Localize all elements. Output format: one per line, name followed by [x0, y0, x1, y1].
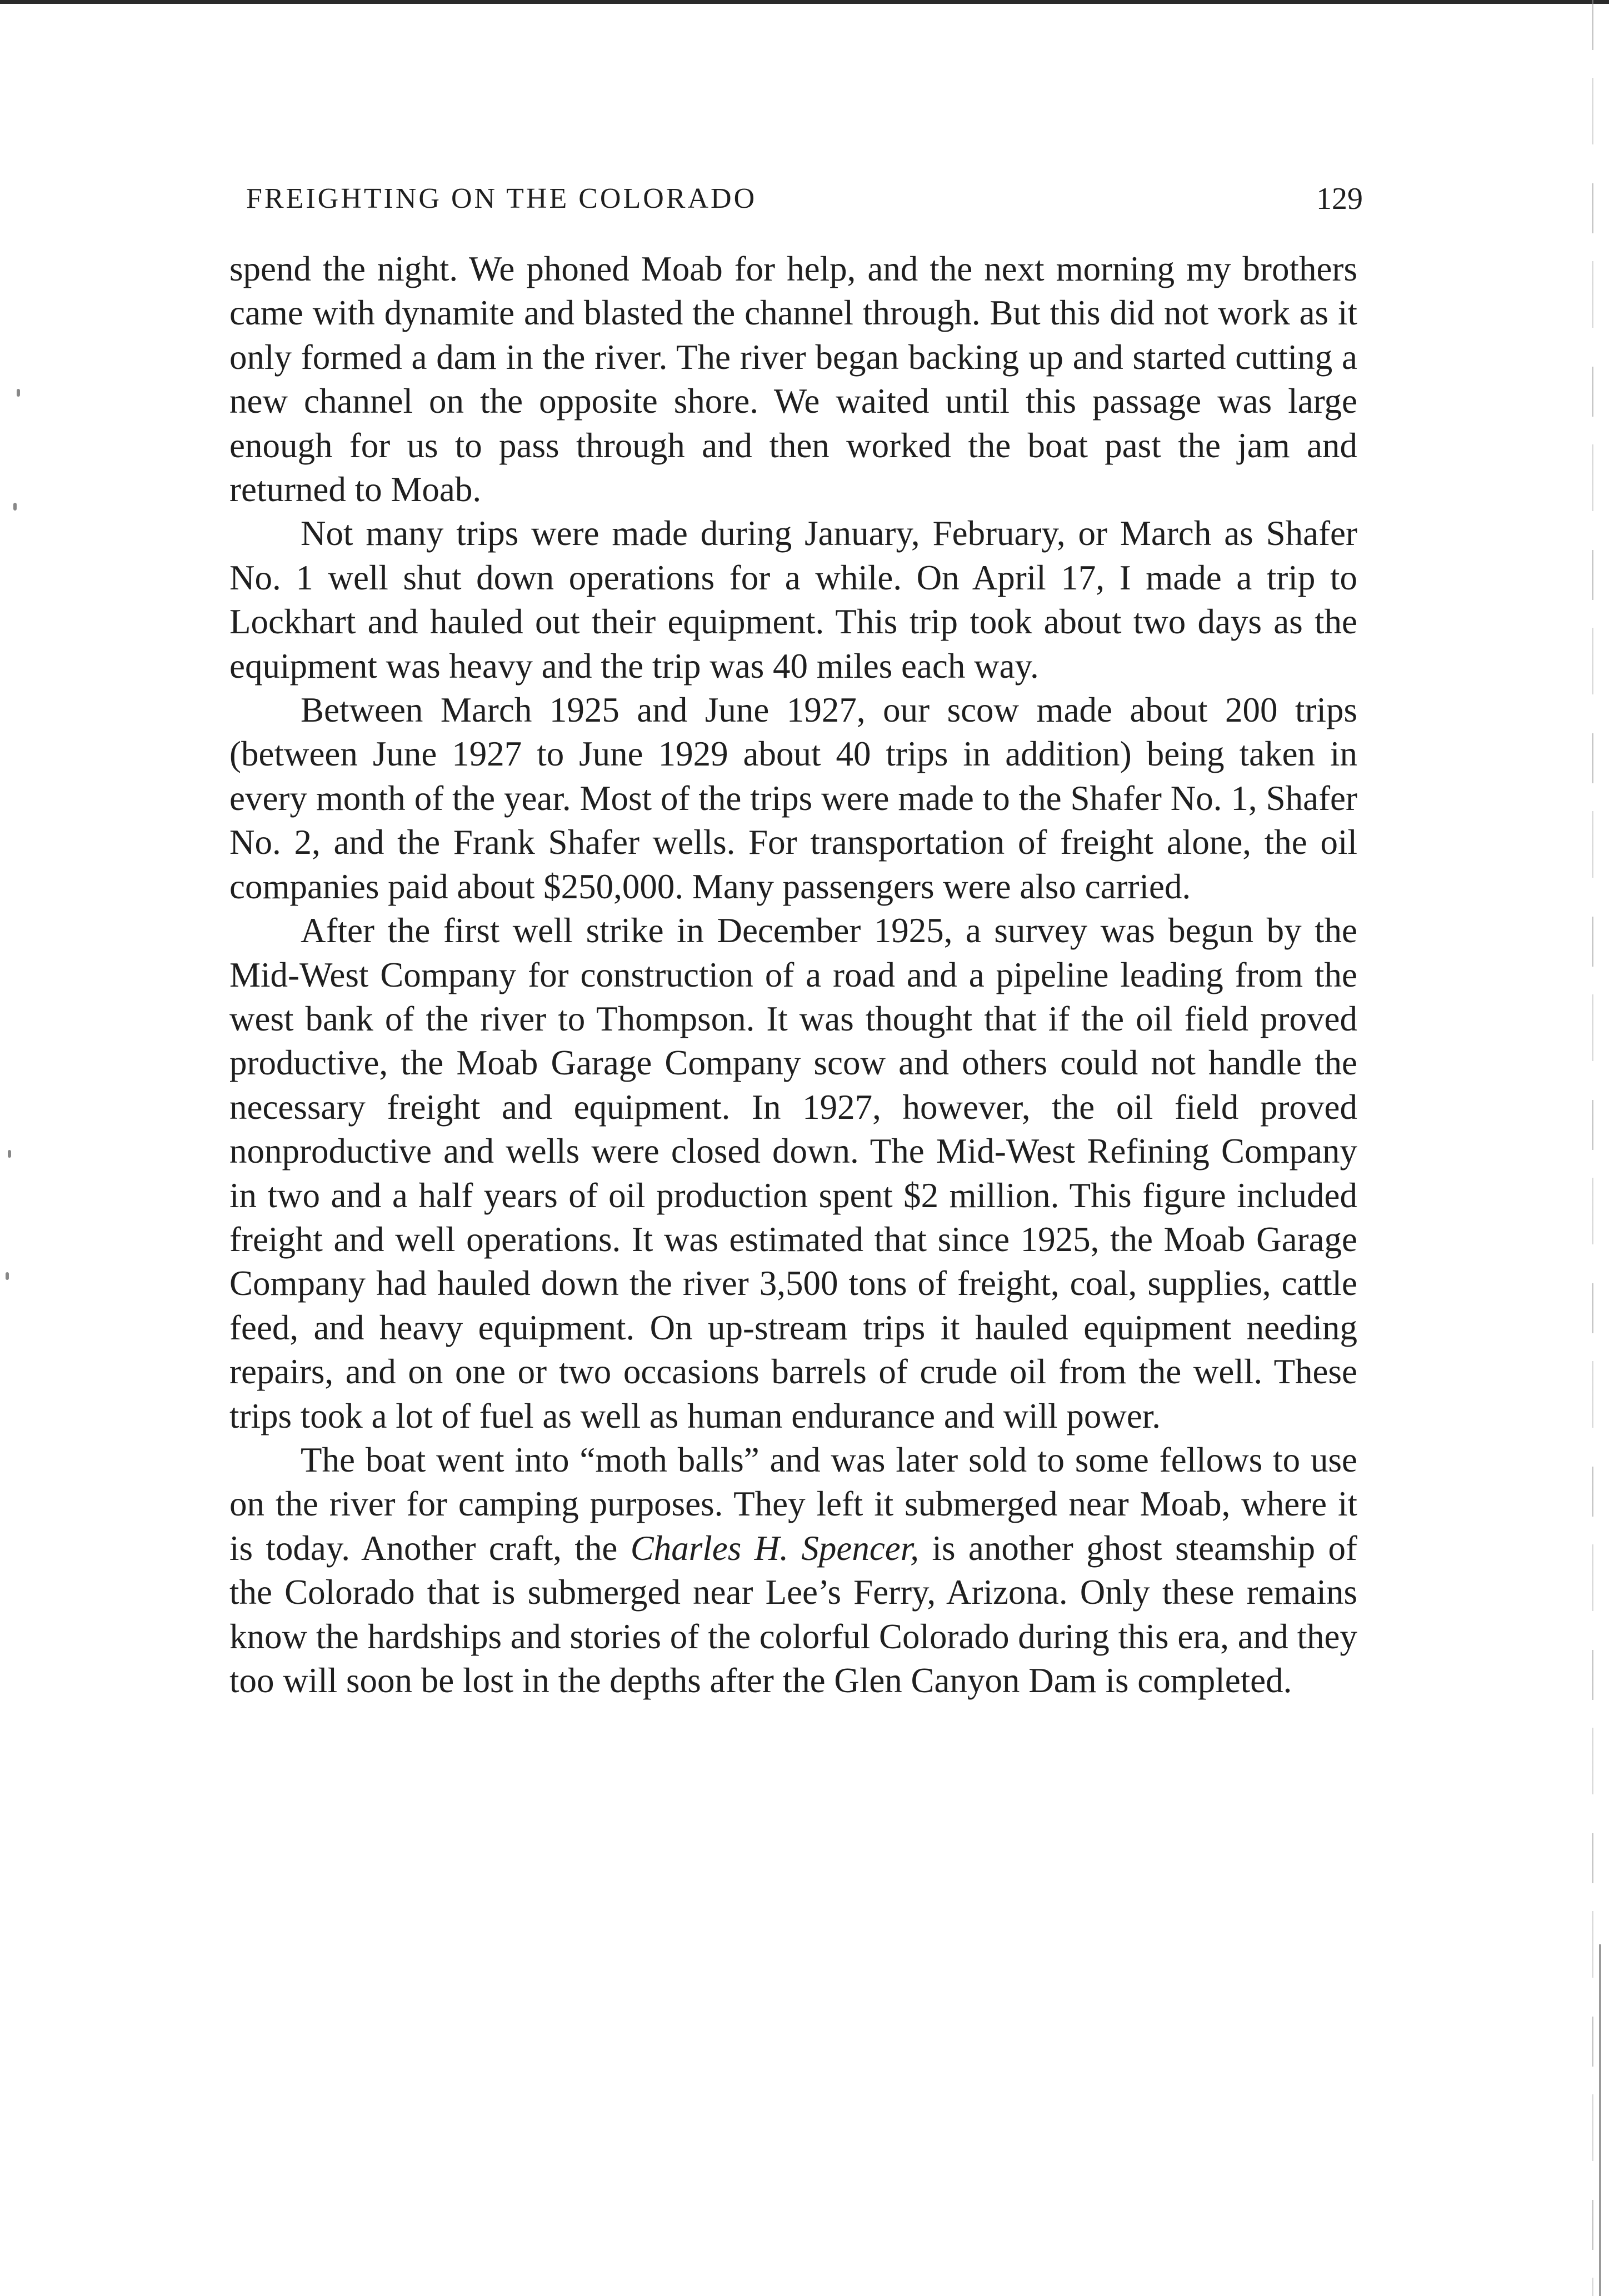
paragraph: After the first well strike in December 1925, a survey was begun by the Mid-West Company for construction of a road and a pipeline leading from the west bank of the river to Thompson. It was thought that if the oil field proved productive, the Moab Garage Company scow and others could not handle the necessary freight and equipment. In 1927, however, the oil field proved nonproductive and wells were closed down. The Mid-West Refining Company in two and a half years of oil production spent $2 million. This figure included freight and well operations. It was estimated that since 1925, the Moab Garage Company had hauled down the river 3,500 tons of freight, coal, supplies, cattle feed, and heavy equipment. On up-stream trips it hauled equipment needing repairs, and on one or two occasions barrels of crude oil from the well. These trips took a lot of fuel as well as human endurance and will power.	[229, 911, 1357, 1435]
page-top-border	[0, 0, 1609, 4]
scan-edge-mark	[1592, 0, 1593, 2296]
margin-mark	[8, 1150, 11, 1158]
margin-mark	[13, 503, 17, 511]
paragraph-text: The boat went into “moth balls” and was later sold to some fellows to use on the river for camping purposes. They left it submerged near Moab, where it is today. Another craft, the	[229, 1440, 1357, 1568]
paragraph: Between March 1925 and June 1927, our scow made about 200 trips (between June 1927 to June 1929 about 40 trips in addition) being taken in every month of the year. Most of the trips were made to the Shafer No. 1, Shafer No. 2, and the Frank Shafer wells. For transportation of freight alone, the oil companies paid about $250,000. Many passengers were also carried.	[229, 691, 1357, 906]
paragraph: Not many trips were made during January, February, or March as Shafer No. 1 well shut down operations for a while. On April 17, I made a trip to Lockhart and hauled out their equipment. This trip took about two days as the equipment was heavy and the trip was 40 miles each way.	[229, 514, 1357, 686]
margin-mark	[17, 389, 20, 397]
paragraph	[229, 1438, 1357, 1703]
margin-mark	[6, 1272, 9, 1280]
running-title: FREIGHTING ON THE COLORADO	[246, 183, 757, 214]
running-head	[246, 177, 1363, 221]
scan-edge-mark-lower	[1599, 1944, 1601, 2296]
page-number: 129	[1316, 182, 1363, 216]
paragraph: spend the night. We phoned Moab for help, and the next morning my brothers came with dynamite and blasted the channel through. But this did not work as it only formed a dam in the river. The river began backing up and started cutting a new channel on the opposite shore. We waited until this passage was large enough for us to pass through and then worked the boat past the jam and returned to Moab.	[229, 249, 1357, 509]
paragraph-text: is another ghost steamship of the Colorado that is submerged near Lee’s Ferry, Arizona. Only these remains know the hardships and stories of the colorful Colorado during this era, and they too will soon be lost in the depths after the Glen Canyon Dam is completed.	[229, 1528, 1357, 1700]
body-text	[229, 247, 1357, 1703]
ship-name: Charles H. Spencer,	[630, 1528, 920, 1568]
